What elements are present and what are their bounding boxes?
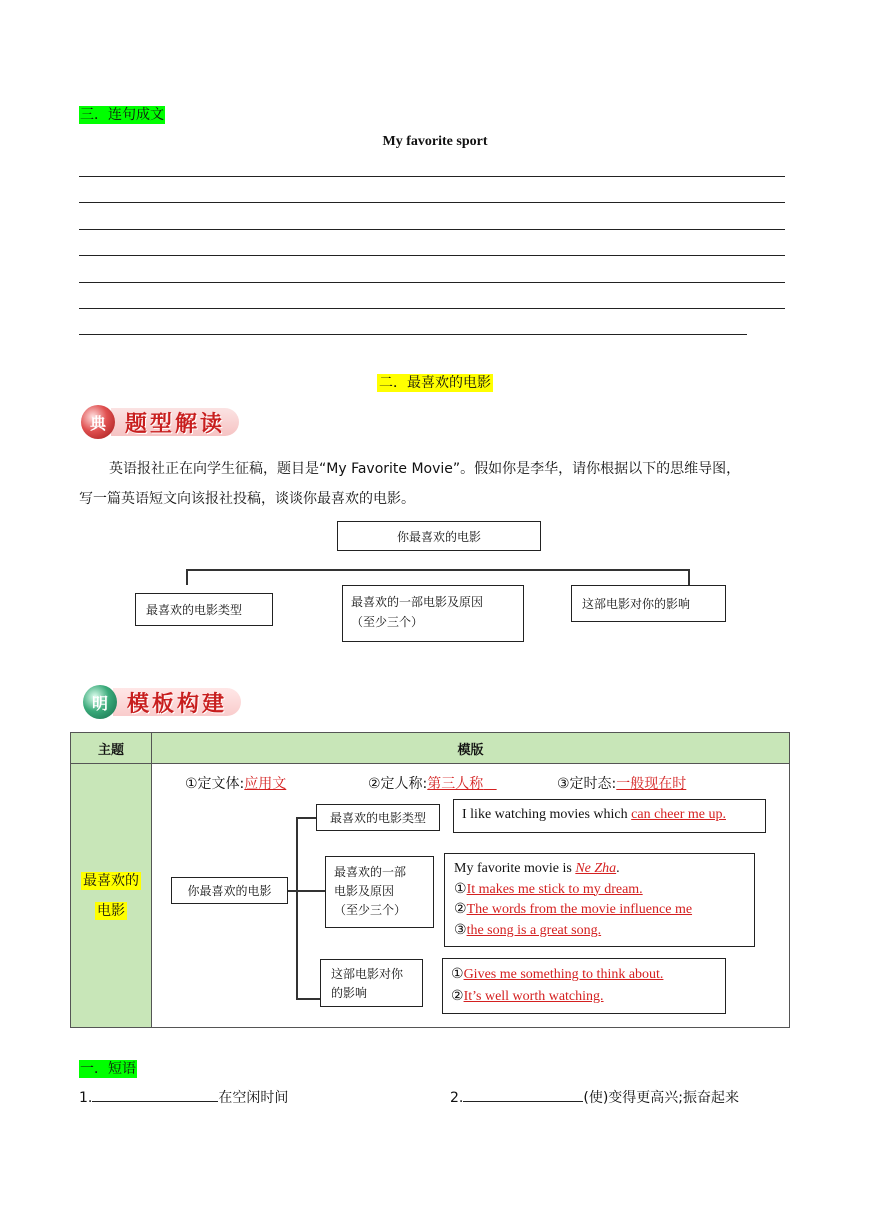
answer-line (454, 880, 745, 901)
blank-field[interactable] (92, 1087, 218, 1102)
table-header-template: 模版 (152, 733, 790, 764)
branch-text: 最喜欢的一部电影及原因 (351, 595, 484, 609)
step-tense (557, 773, 686, 793)
step-person (368, 773, 497, 793)
answer-red-text: Ne Zha (575, 861, 617, 876)
mindmap-branch-type: 最喜欢的电影类型 (135, 593, 273, 626)
node-text: 最喜欢的一部 (334, 865, 407, 879)
answer-line (454, 859, 745, 880)
prompt-line: 写一篇英语短文向该报社投稿，谈谈你最喜欢的电影。 (79, 491, 415, 507)
step-value: 应用文 (244, 776, 287, 792)
answer-red-text: It’s well worth watching. (463, 989, 604, 1004)
answer-red-text: Gives me something to think about. (463, 967, 664, 982)
answer-line (454, 900, 745, 921)
answer-number: ② (454, 902, 467, 917)
step-value: 第三人称 (427, 776, 484, 792)
section-header-part3 (79, 104, 165, 124)
connector-line (186, 569, 188, 585)
table-topic-cell (71, 764, 152, 1028)
section-header-text: 三．连句成文 (80, 107, 164, 123)
connector-line (296, 998, 320, 1000)
mindmap-branch-movie (342, 585, 524, 642)
step-label: ②定人称: (368, 776, 428, 792)
connector-line (186, 569, 689, 571)
answer-line (451, 964, 717, 986)
essay-title: My favorite sport (382, 134, 488, 149)
writing-line (79, 176, 785, 177)
answer-movie (444, 853, 755, 947)
step-style (185, 773, 286, 793)
phrase-item-2 (450, 1087, 739, 1107)
prompt-line: 英语报社正在向学生征稿，题目是“My Favorite Movie”。假如你是李华，请你根据以下的思维导图， (109, 461, 741, 477)
answer-number: ① (454, 881, 467, 897)
section-header-text: 一．短语 (80, 1061, 136, 1077)
writing-line (79, 255, 785, 256)
topic-header-text: 二．最喜欢的电影 (379, 375, 491, 391)
branch-text: （至少三个） (351, 615, 424, 629)
step-label: ①定文体: (185, 776, 245, 792)
writing-line (79, 282, 785, 283)
prompt-paragraph (79, 454, 791, 514)
step-value: 一般现在时 (616, 776, 687, 792)
topic-text: 最喜欢的 (83, 872, 139, 889)
node-text: 电影及原因 (334, 884, 395, 898)
topic-text: 电影 (97, 902, 125, 919)
answer-type (453, 799, 766, 833)
badge-icon: 典 (81, 405, 115, 439)
banner-title: 模板构建 (113, 688, 241, 716)
item-number: 2. (450, 1090, 464, 1106)
writing-line (79, 334, 747, 335)
connector-line (688, 569, 690, 585)
answer-number: ③ (454, 922, 467, 938)
answer-text: My favorite movie is (454, 861, 576, 876)
node-text: （至少三个） (334, 903, 407, 917)
answer-influence (442, 958, 726, 1014)
answer-red-text: can cheer me up. (631, 807, 726, 822)
answer-text: . (616, 861, 620, 876)
topic-header (0, 372, 870, 392)
mindmap-root: 你最喜欢的电影 (337, 521, 541, 551)
banner-template-building (83, 685, 243, 719)
answer-line (451, 986, 717, 1008)
badge-icon: 明 (83, 685, 117, 719)
answer-red-text: The words from the movie influence me (466, 902, 693, 917)
answer-red-text: the song is a great song. (466, 922, 602, 938)
step-label: ③定时态: (557, 776, 617, 792)
item-text: 在空闲时间 (218, 1090, 289, 1106)
answer-number: ② (451, 989, 464, 1004)
connector-line (296, 817, 316, 819)
item-text: (使)变得更高兴;振奋起来 (583, 1090, 739, 1106)
tree-root: 你最喜欢的电影 (171, 877, 288, 904)
tree-node-movie (325, 856, 434, 928)
node-text: 的影响 (331, 986, 368, 1000)
writing-line (79, 308, 785, 309)
mindmap-branch-influence: 这部电影对你的影响 (571, 585, 726, 622)
writing-line (79, 229, 785, 230)
answer-number: ① (451, 967, 464, 982)
section-header-part1 (79, 1058, 137, 1078)
writing-line (79, 202, 785, 203)
banner-title: 题型解读 (111, 408, 239, 436)
node-text: 这部电影对你 (331, 967, 404, 981)
tree-node-type: 最喜欢的电影类型 (316, 804, 440, 831)
blank-field[interactable] (463, 1087, 583, 1102)
connector-line (296, 817, 298, 999)
answer-text: I like watching movies which (462, 807, 632, 822)
phrase-item-1 (79, 1087, 288, 1107)
tree-node-influence (320, 959, 423, 1007)
answer-line (454, 921, 745, 942)
banner-question-analysis (81, 405, 241, 439)
connector-line (288, 890, 325, 892)
answer-red-text: It makes me stick to my dream. (466, 881, 643, 897)
item-number: 1. (79, 1090, 93, 1106)
table-header-topic: 主题 (71, 733, 152, 764)
